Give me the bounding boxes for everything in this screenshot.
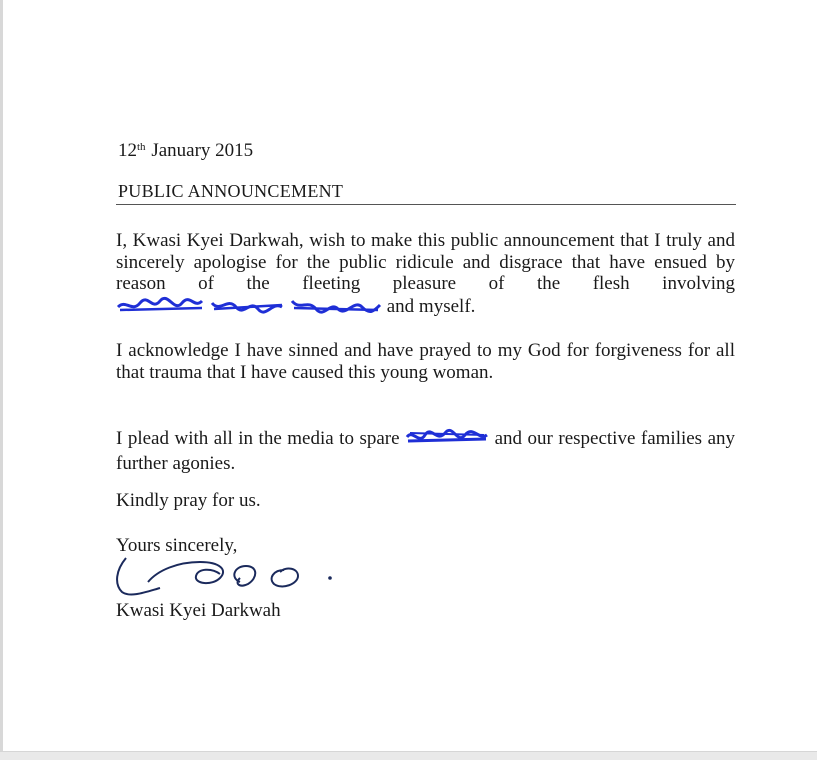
date-day: 12 — [118, 140, 137, 161]
signer-name: Kwasi Kyei Darkwah — [116, 600, 281, 621]
redacted-short-scribble — [405, 427, 489, 453]
redacted-name-scribble — [116, 295, 382, 321]
date-suffix: th — [137, 141, 146, 153]
paragraph-plea — [116, 427, 735, 474]
paragraph-plea-start: I plead with all in the media to spare — [116, 428, 400, 449]
page-bottom-edge — [0, 751, 817, 760]
valediction: Yours sincerely, — [116, 535, 238, 556]
letter-heading: PUBLIC ANNOUNCEMENT — [118, 181, 344, 201]
signature-icon — [108, 548, 348, 605]
page-edge — [0, 0, 3, 760]
paragraph-acknowledgement: I acknowledge I have sinned and have prayed to my God for forgiveness for all that trauma that I have caused this young woman. — [116, 340, 735, 383]
paragraph-apology — [116, 230, 735, 320]
paragraph-apology-end: and myself. — [386, 295, 476, 317]
paragraph-plea-end: and our respective families any further agonies. — [116, 428, 736, 474]
letter-date — [118, 135, 253, 163]
closing-line: Kindly pray for us. — [116, 490, 261, 511]
paragraph-apology-text: I, Kwasi Kyei Darkwah, wish to make this public announcement that I truly and sincerely apologise for the public ridicule and disgrace that have ensued by reason of the fleeting pleasure of the flesh involving — [116, 230, 735, 294]
heading-underline — [116, 204, 736, 205]
date-rest: January 2015 — [151, 140, 254, 161]
